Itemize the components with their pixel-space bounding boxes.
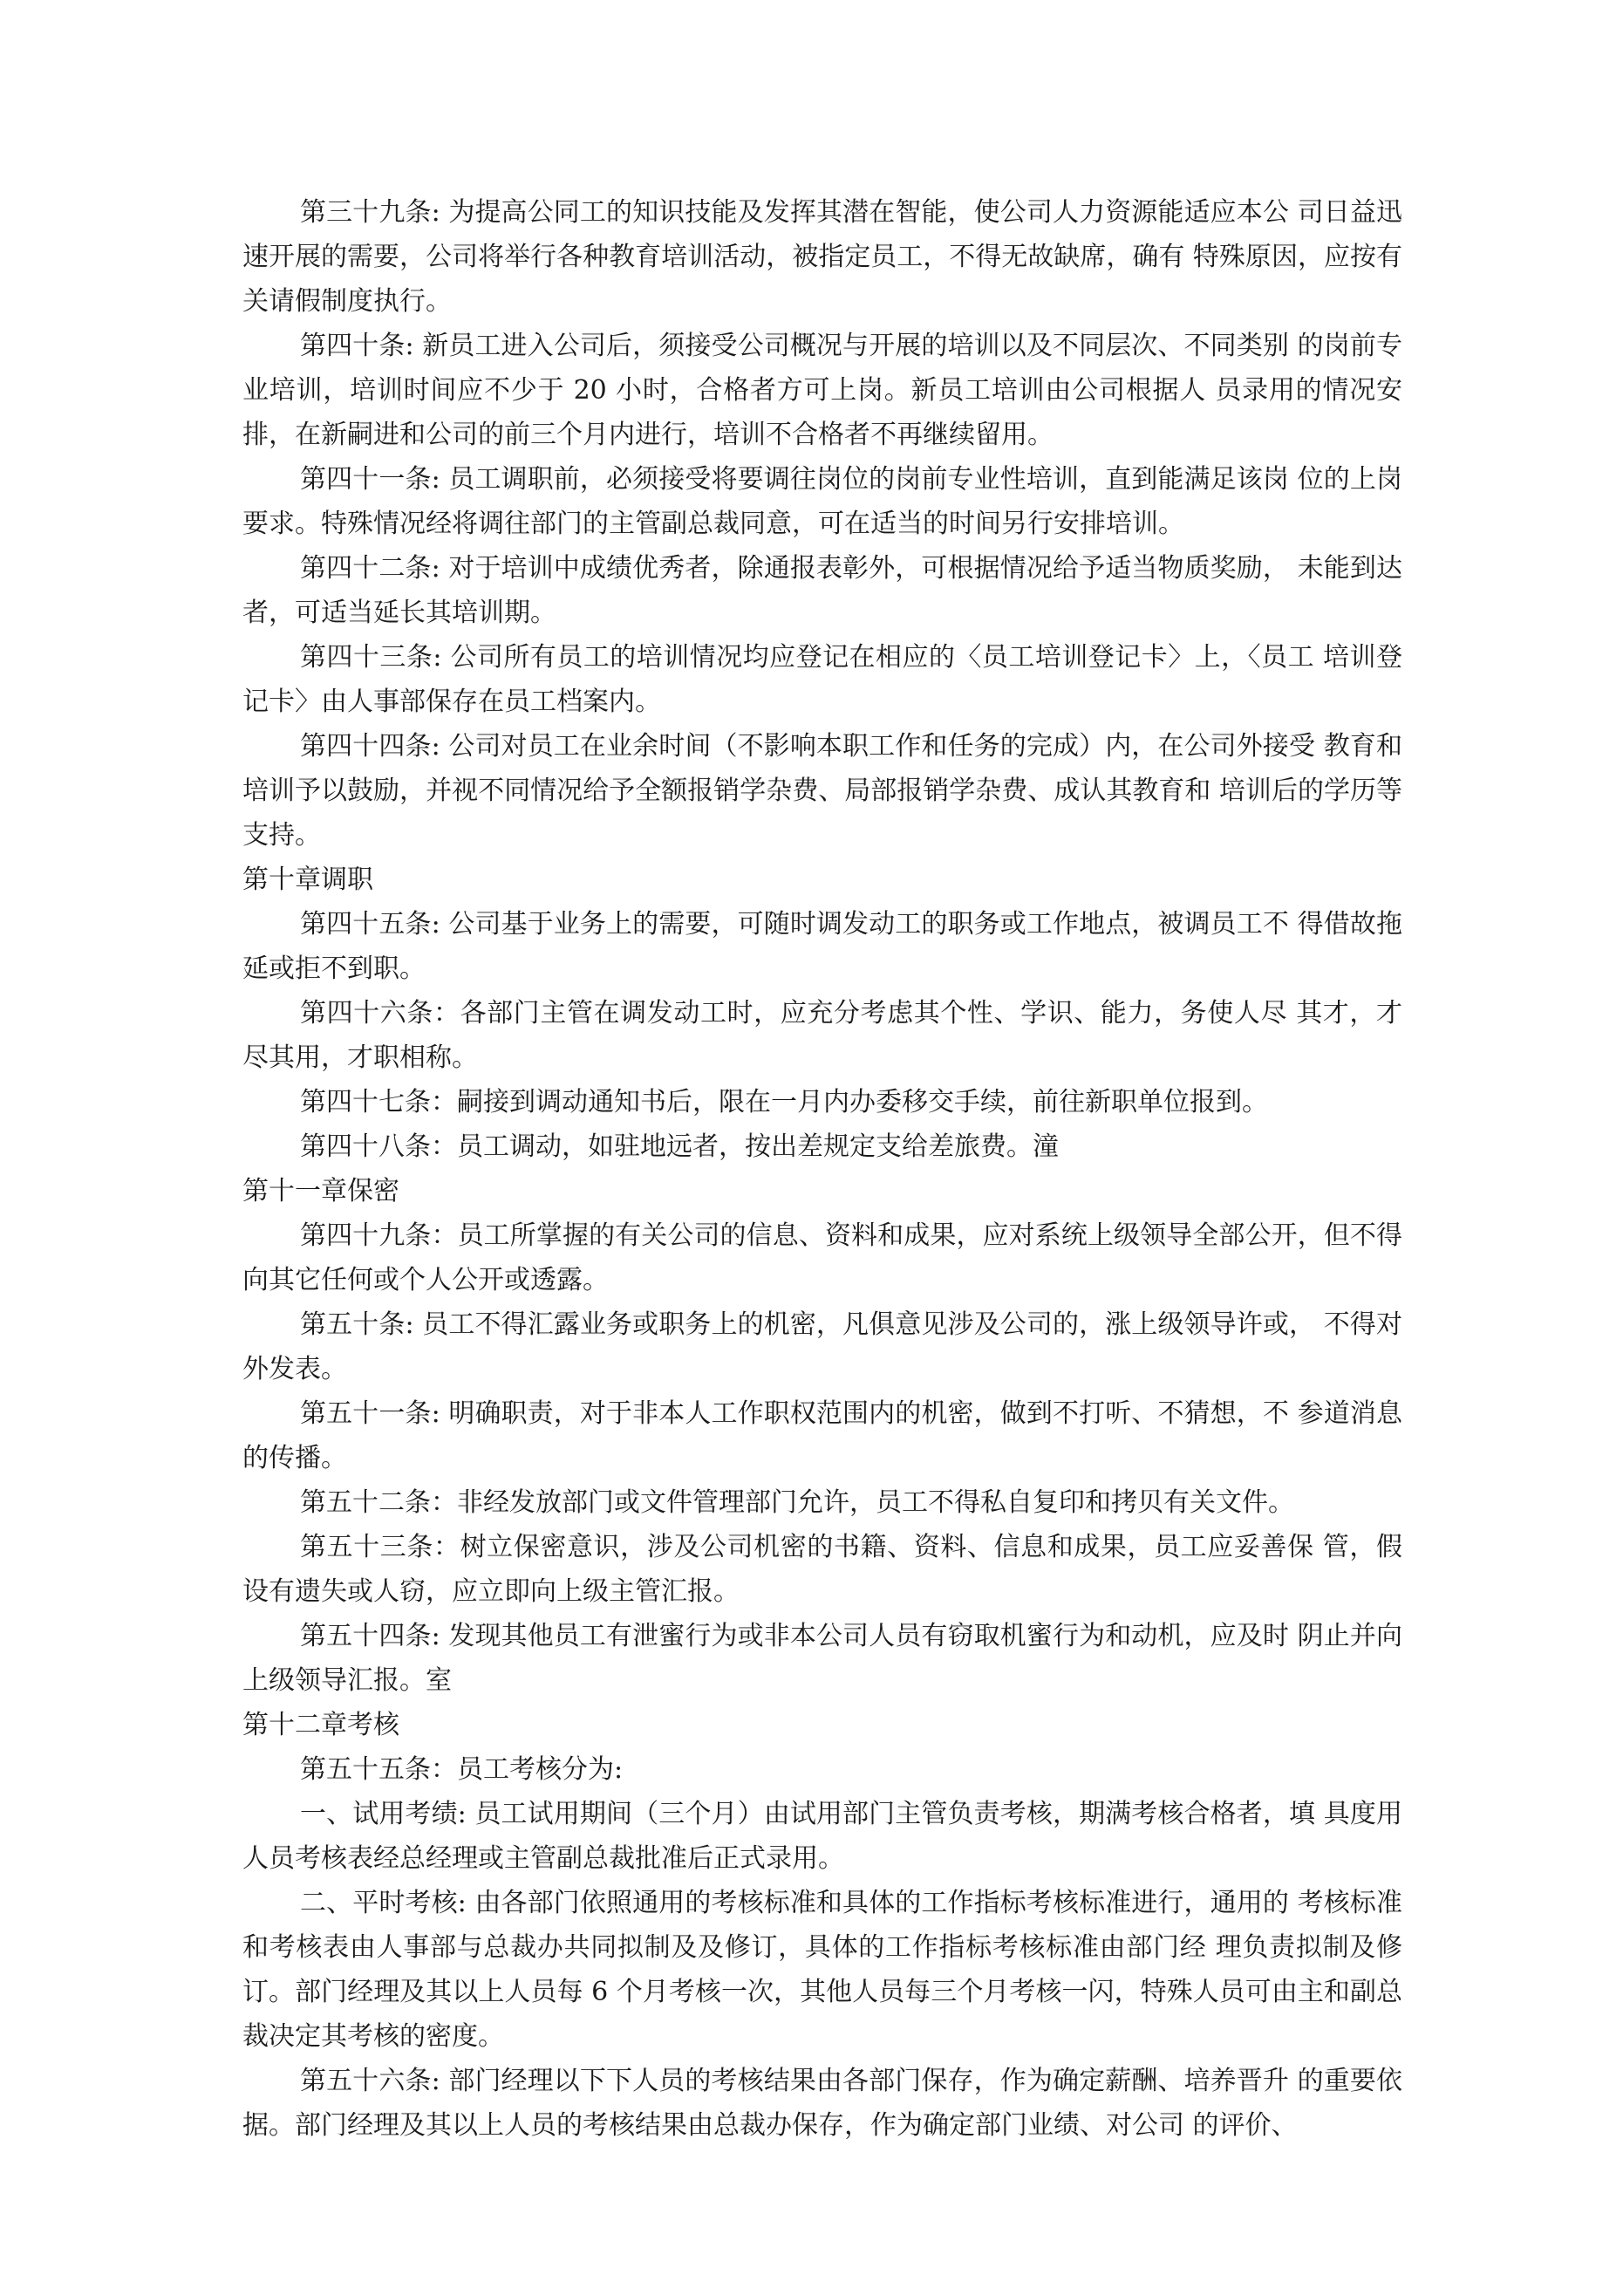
article-50: 第五十条: 员工不得汇露业务或职务上的机密，凡俱意见涉及公司的，涨上级领导许或， 不得对外发表。 [242,1309,1402,1384]
article-44: 第四十四条: 公司对员工在业余时间（不影响本职工作和任务的完成）内，在公司外接受 教育和培训予以鼓励，并视不同情况给予全额报销学杂费、局部报销学杂费、成认其教育和 培训后的学历等支持。 [242,731,1402,851]
chapter-11-heading: 第十一章保密 [242,1176,399,1206]
article-47: 第四十七条：嗣接到调动通知书后，限在一月内办委移交手续，前往新职单位报到。 [300,1087,1268,1117]
article-51: 第五十一条: 明确职责，对于非本人工作职权范围内的机密，做到不打听、不猜想，不 参道消息的传播。 [242,1398,1402,1473]
article-56: 第五十六条: 部门经理以下下人员的考核结果由各部门保存，作为确定薪酬、培养晋升 的重要依据。部门经理及其以上人员的考核结果由总裁办保存，作为确定部门业绩、对公司 的评价、 [242,2066,1402,2141]
chapter-10-heading: 第十章调职 [242,864,373,895]
article-40: 第四十条: 新员工进入公司后，须接受公司概况与开展的培训以及不同层次、不同类别 的岗前专业培训，培训时间应不少于 20 小时，合格者方可上岗。新员工培训由公司根据人 员录用的情况安排，在新嗣进和公司的前三个月内进行，培训不合格者不再继续留用。 [242,331,1402,450]
assessment-item-1: 一、试用考绩: 员工试用期间（三个月）由试用部门主管负责考核，期满考核合格者，填 具度用人员考核表经总经理或主管副总裁批准后正式录用。 [242,1799,1402,1874]
article-49: 第四十九条：员工所掌握的有关公司的信息、资料和成果，应对系统上级领导全部公开，但不得向其它任何或个人公开或透露。 [242,1220,1402,1295]
article-53: 第五十三条：树立保密意识，涉及公司机密的书籍、资料、信息和成果，员工应妥善保 管，假设有遗失或人窃，应立即向上级主管汇报。 [242,1532,1402,1607]
article-54: 第五十四条: 发现其他员工有泄蜜行为或非本公司人员有窃取机蜜行为和动机，应及时 阴止并向上级领导汇报。室 [242,1621,1402,1696]
article-39: 第三十九条: 为提高公同工的知识技能及发挥其潜在智能，使公司人力资源能适应本公 司日益迅速开展的需要，公司将举行各种教育培训活动，被指定员工，不得无故缺席，确有 特殊原因，应按有关请假制度执行。 [242,197,1402,317]
article-43: 第四十三条: 公司所有员工的培训情况均应登记在相应的〈员工培训登记卡〉上，〈员工 培训登记卡〉由人事部保存在员工档案内。 [242,642,1402,717]
article-41: 第四十一条: 员工调职前，必须接受将要调往岗位的岗前专业性培训，直到能满足该岗 位的上岗要求。特殊情况经将调往部门的主管副总裁同意，可在适当的时间另行安排培训。 [242,464,1402,539]
article-52: 第五十二条：非经发放部门或文件管理部门允许，员工不得私自复印和拷贝有关文件。 [300,1487,1294,1518]
assessment-item-2: 二、平时考核: 由各部门依照通用的考核标准和具体的工作指标考核标准进行，通用的 考核标准和考核表由人事部与总裁办共同拟制及及修订，具体的工作指标考核标准由部门经 理负责拟制及修订。部门经理及其以上人员每 6 个月考核一次，其他人员每三个月考核一闪，特殊人员可由主和副总裁决定其考核的密度。 [242,1888,1402,2052]
chapter-12-heading: 第十二章考核 [242,1710,399,1740]
article-48: 第四十八条：员工调动，如驻地远者，按出差规定支给差旅费。潼 [300,1131,1059,1162]
article-42: 第四十二条: 对于培训中成绩优秀者，除通报表彰外，可根据情况给予适当物质奖励， 未能到达者，可适当延长其培训期。 [242,553,1402,628]
article-55: 第五十五条：员工考核分为: [300,1754,624,1785]
article-45: 第四十五条: 公司基于业务上的需要，可随时调发动工的职务或工作地点，被调员工不 得借故拖延或拒不到职。 [242,909,1402,984]
document-page [242,190,1402,2148]
article-46: 第四十六条：各部门主管在调发动工时，应充分考虑其个性、学识、能力，务使人尽 其才，才尽其用，才职相称。 [242,998,1402,1073]
